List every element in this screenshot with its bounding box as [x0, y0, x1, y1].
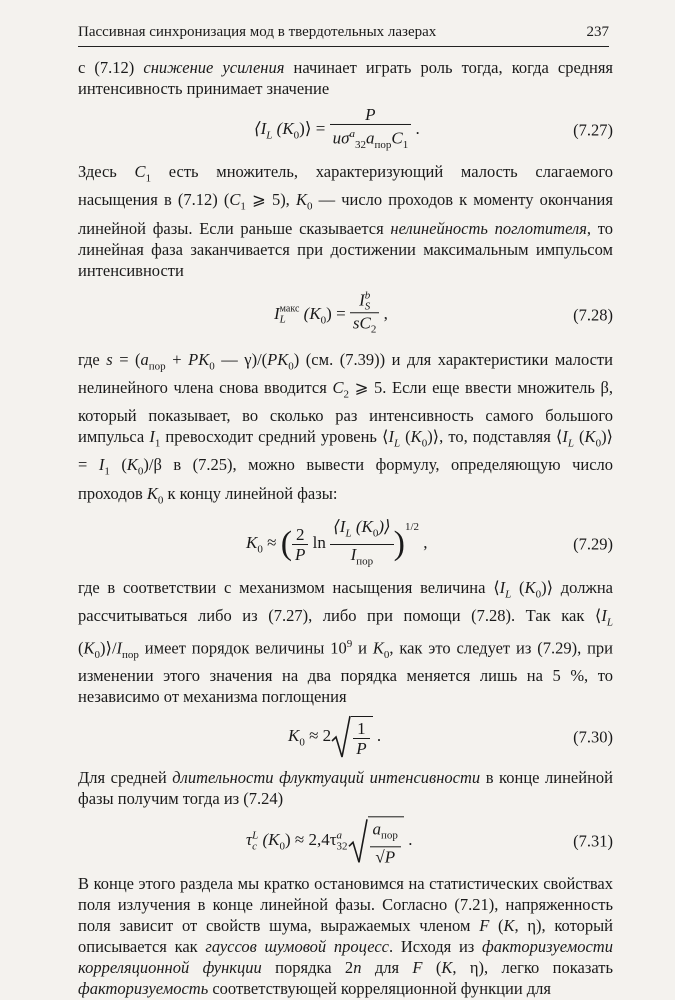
equation-7-30-expr: $K_0 \approx 2$ $\frac{1}{P}$ . — [288, 715, 381, 759]
paragraph-6: В конце этого раздела мы кратко остановимся на статистических свойствах поля излучения в конце линейной фазы. Согласно (7.21), напряженность поля зависит от свойств шума, выражаемых членом F (K, η), который описывается как гауссов шумовой процесс. Исходя из факторизуемости корреляционной функции порядка 2n для F (K, η), легко показать факторизуемость соответствующей корреляционной функции для — [78, 874, 613, 999]
sqrt-symbol: $\frac{1}{P}$ — [331, 715, 372, 759]
equation-7-27-expr: $⟨I_L$ $(K_0)⟩$ = $\frac{P}{u\sigma^a_{32}a_{пор}C_1}$ . — [254, 104, 420, 152]
paragraph-2: Здесь $C_1$ есть множитель, характеризующий малость слагаемого насыщения в (7.12) ($C_1$ ⩾ 5), $K_0$ — число проходов к моменту окончания линейной фазы. Если раньше сказывается нелинейность поглотителя, то линейная фаза заканчивается при достижении максимальным импульсом интенсивности — [78, 162, 614, 280]
running-header — [78, 20, 609, 47]
equation-7-29-number: (7.29) — [573, 534, 613, 554]
paragraph-3: где $s = (a_{пор} + PK_0$ — $\gamma)/(PK_0)$ (см. (7.39)) и для характеристики малости нелинейного члена снова вводится $C_2$ ⩾ 5. Если еще ввести множитель β, который показывает, во сколько раз интенсивность самого большого импульса $I_1$ превосходит средний уровень $⟨I_L$ $(K_0)⟩$, то, подставляя $⟨I_L$ $(K_0)⟩ = I_1$ $(K_0)/\beta$ в (7.25), можно вывести формулу, определяющую число проходов $K_0$ к концу линейной фазы: — [78, 349, 614, 507]
header-title: Пассивная синхронизация мод в твердотельных лазерах — [78, 24, 437, 40]
equation-7-28 — [78, 283, 613, 347]
equation-7-27 — [78, 101, 613, 159]
equation-7-30-number: (7.30) — [573, 727, 613, 747]
equation-7-28-number: (7.28) — [573, 305, 613, 325]
equation-7-31-expr: τ L c $(K_0) \approx 2,4\tau$ a 32 $\frac{a_{пор}}{√P}$ . — [246, 817, 412, 866]
equation-7-28-expr: I макс L $(K_0)$ = I b S $sC_2$ , — [274, 288, 388, 336]
paragraph-4: где в соответствии с механизмом насыщения величина $⟨I_L$ $(K_0)⟩$ должна рассчитываться либо из (7.27), либо при помощи (7.28). Так как $⟨I_L$ $(K_0)⟩/I_{пор}$ имеет порядок величины $10^9$ и $K_0$, как это следует из (7.29), при изменении этого значения на два порядка меняется лишь на 5 %, то независимо от механизма поглощения — [78, 578, 613, 707]
paragraph-1: с (7.12) снижение усиления начинает играть роль тогда, когда средняя интенсивность принимает значение — [78, 58, 613, 98]
equation-7-29-expr: $K_0$ ≈ ( $\frac{2}{P}$ ln $\frac{⟨I_L (K_0)⟩}{I_{пор}}$ )$^{1/2}$ , — [246, 517, 428, 568]
sqrt-symbol: $\frac{a_{пор}}{√P}$ — [348, 817, 404, 866]
equation-7-29 — [78, 513, 613, 575]
page-number: 237 — [586, 24, 609, 40]
equation-7-31-number: (7.31) — [573, 831, 613, 851]
paragraph-5: Для средней длительности флуктуаций интенсивности в конце линейной фазы получим тогда из (7.24) — [78, 768, 613, 809]
equation-7-30 — [78, 709, 613, 765]
equation-7-31 — [78, 811, 613, 871]
equation-7-27-number: (7.27) — [573, 120, 613, 140]
page-body — [78, 57, 613, 999]
